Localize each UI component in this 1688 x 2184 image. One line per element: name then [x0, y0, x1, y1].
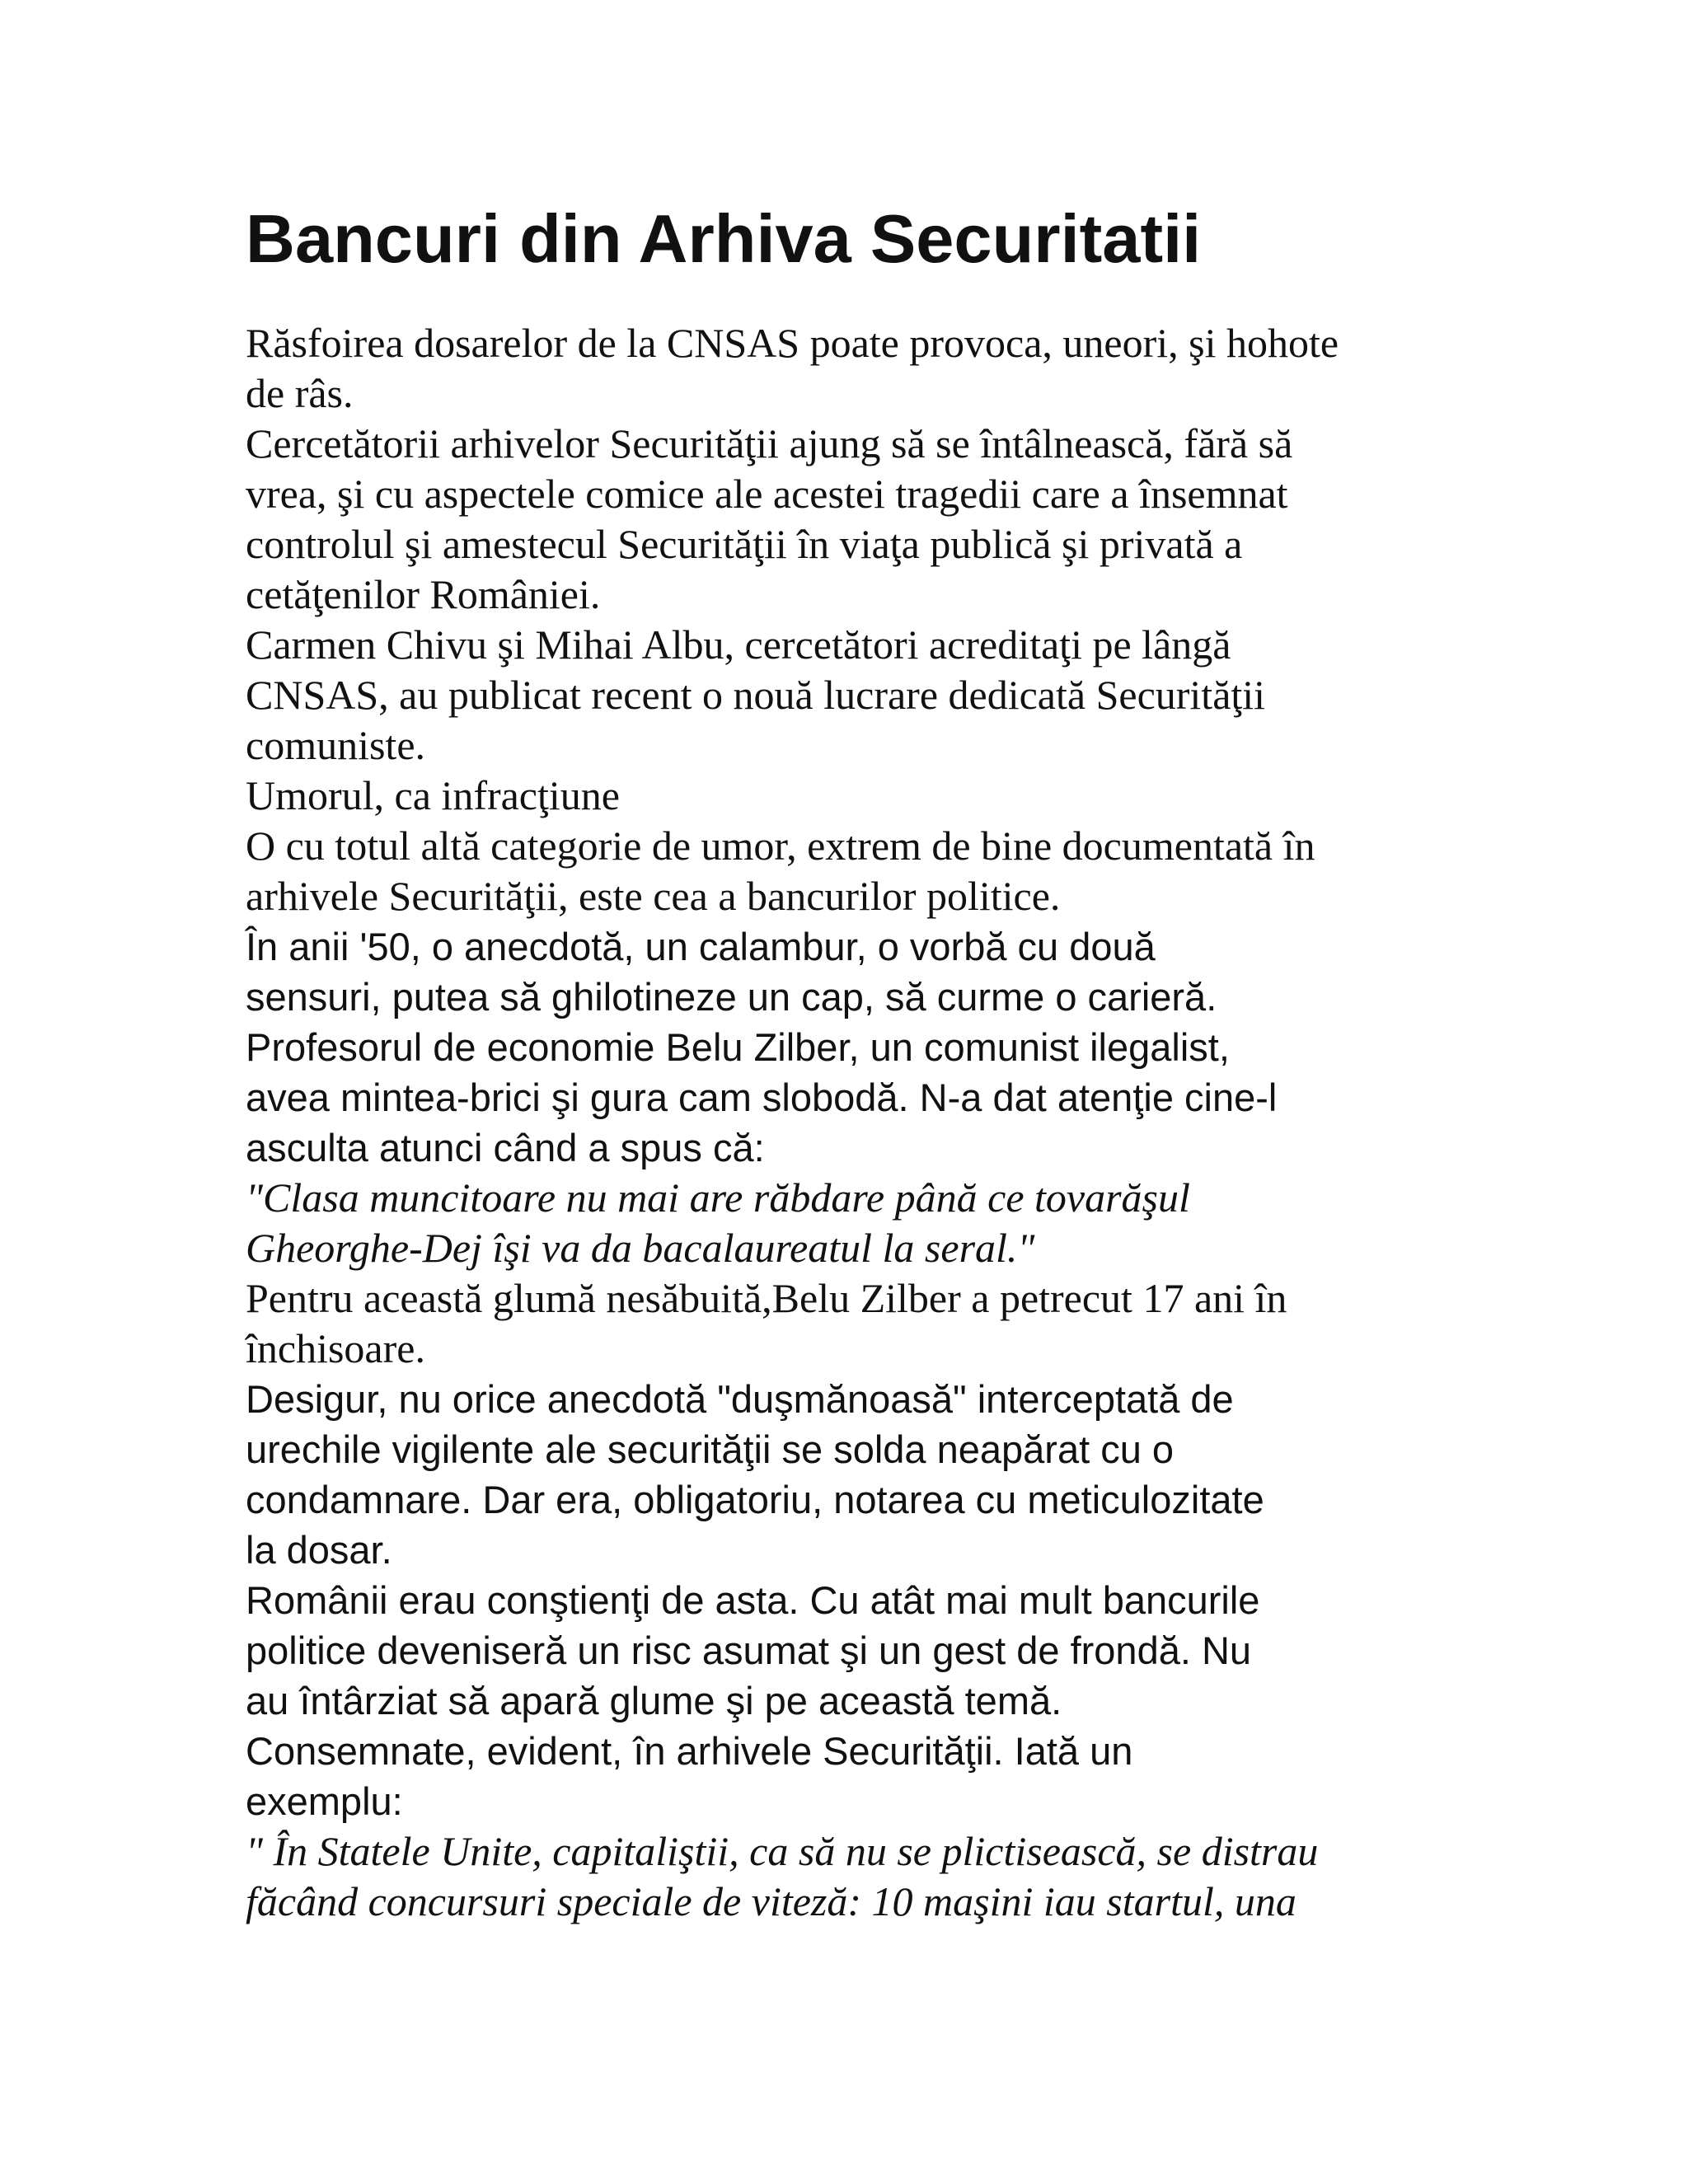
- text-line: " În Statele Unite, capitaliştii, ca să nu se plictisească, se distrau: [246, 1828, 1319, 1874]
- text-line: Profesorul de economie Belu Zilber, un comunist ilegalist,: [246, 1025, 1230, 1069]
- text-line: au întârziat să apară glume şi pe această temă.: [246, 1679, 1062, 1722]
- paragraph: [246, 771, 1449, 821]
- text-line: Gheorghe-Dej îşi va da bacalaureatul la seral.": [246, 1225, 1035, 1271]
- document-body: [246, 318, 1449, 1927]
- text-line: condamnare. Dar era, obligatoriu, notarea cu meticulozitate: [246, 1478, 1264, 1521]
- paragraph: [246, 1575, 1449, 1826]
- text-line: Românii erau conştienţi de asta. Cu atât mai mult bancurile: [246, 1578, 1260, 1622]
- text-line: arhivele Securităţii, este cea a bancurilor politice.: [246, 873, 1061, 919]
- text-line: CNSAS, au publicat recent o nouă lucrare dedicată Securităţii: [246, 672, 1266, 718]
- text-line: Umorul, ca infracţiune: [246, 772, 620, 818]
- document-page: [246, 198, 1449, 1927]
- text-line: Carmen Chivu şi Mihai Albu, cercetători acreditaţi pe lângă: [246, 621, 1231, 668]
- paragraph: [246, 620, 1449, 771]
- text-line: controlul şi amestecul Securităţii în viaţa publică şi privată a: [246, 521, 1243, 567]
- text-line: sensuri, putea să ghilotineze un cap, să curme o carieră.: [246, 975, 1217, 1019]
- text-line: Consemnate, evident, în arhivele Securităţii. Iată un: [246, 1729, 1133, 1773]
- text-line: închisoare.: [246, 1325, 425, 1371]
- text-line: de râs.: [246, 370, 354, 416]
- document-title: Bancuri din Arhiva Securitatii: [246, 200, 1202, 277]
- text-line: politice deveniseră un risc asumat şi un gest de frondă. Nu: [246, 1629, 1252, 1672]
- text-line: Cercetătorii arhivelor Securităţii ajung să se întâlnească, fără să: [246, 420, 1293, 466]
- paragraph: [246, 921, 1449, 1173]
- paragraph: [246, 821, 1449, 921]
- paragraph: [246, 419, 1449, 620]
- paragraph: [246, 1273, 1449, 1374]
- text-line: "Clasa muncitoare nu mai are răbdare până ce tovarăşul: [246, 1174, 1190, 1221]
- text-line: Desigur, nu orice anecdotă "duşmănoasă" interceptată de: [246, 1377, 1234, 1421]
- text-line: O cu totul altă categorie de umor, extrem de bine documentată în: [246, 823, 1315, 869]
- text-line: la dosar.: [246, 1528, 392, 1572]
- text-line: cetăţenilor României.: [246, 571, 601, 617]
- text-line: Răsfoirea dosarelor de la CNSAS poate provoca, uneori, şi hohote: [246, 320, 1339, 366]
- paragraph: [246, 1374, 1449, 1575]
- paragraph: [246, 1173, 1449, 1273]
- text-line: vrea, şi cu aspectele comice ale acestei tragedii care a însemnat: [246, 471, 1288, 517]
- text-line: asculta atunci când a spus că:: [246, 1126, 765, 1169]
- text-line: Pentru această glumă nesăbuită,Belu Zilber a petrecut 17 ani în: [246, 1275, 1287, 1321]
- text-line: făcând concursuri speciale de viteză: 10 maşini iau startul, una: [246, 1878, 1296, 1924]
- text-line: comuniste.: [246, 722, 426, 768]
- paragraph: [246, 1826, 1449, 1927]
- text-line: exemplu:: [246, 1779, 403, 1823]
- text-line: În anii '50, o anecdotă, un calambur, o vorbă cu două: [246, 925, 1156, 968]
- paragraph: [246, 318, 1449, 419]
- text-line: urechile vigilente ale securităţii se solda neapărat cu o: [246, 1427, 1175, 1471]
- text-line: avea mintea-brici şi gura cam slobodă. N-a dat atenţie cine-l: [246, 1076, 1278, 1119]
